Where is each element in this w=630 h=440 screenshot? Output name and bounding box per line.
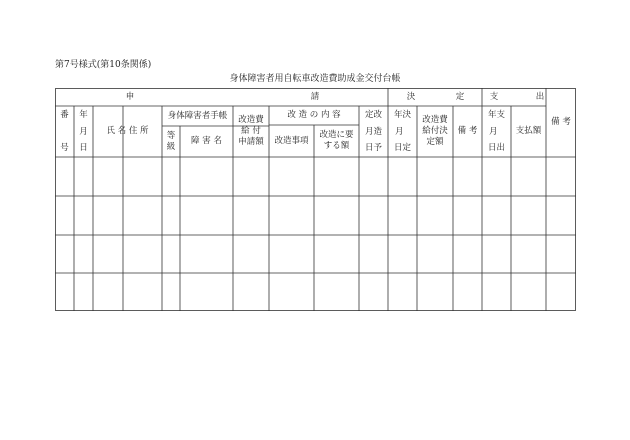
header-grade-line-2: 級 <box>166 141 176 152</box>
form-number: 第7号様式(第10条関係) <box>55 60 152 70</box>
table-cell <box>233 273 269 311</box>
table-cell <box>314 157 359 196</box>
header-disability-handbook: 身体障害者手帳 <box>167 110 228 121</box>
table-cell <box>359 157 388 196</box>
group-payment-right: 出 <box>535 91 545 102</box>
header-modification-amount <box>314 125 359 157</box>
header-decision-amount <box>417 106 453 157</box>
table-cell <box>233 235 269 273</box>
header-completion-date-line-2: 月造 <box>364 126 382 137</box>
table-cell <box>359 196 388 235</box>
table-cell <box>269 157 314 196</box>
table-cell <box>417 273 453 311</box>
header-decision-amount-line-2: 給付決 <box>422 126 448 136</box>
table-cell <box>233 196 269 235</box>
header-subsidy-request <box>233 106 269 157</box>
header-number-top: 番 <box>60 109 69 120</box>
table-cell <box>546 235 576 273</box>
table-cell <box>314 273 359 311</box>
table-cell <box>162 235 180 273</box>
table-cell <box>417 196 453 235</box>
table-cell <box>546 157 576 196</box>
header-disability-name: 障 害 名 <box>191 136 222 146</box>
header-decision-amount-line-1: 改造費 <box>422 115 448 125</box>
table-cell <box>123 273 162 311</box>
header-modification-contents: 改 造 の 内 容 <box>287 110 341 120</box>
table-cell <box>269 196 314 235</box>
header-date-year: 年 <box>79 109 88 120</box>
table-cell <box>511 273 546 311</box>
table-cell <box>74 235 93 273</box>
group-decision-left: 決 <box>406 91 416 102</box>
group-payment-left: 支 <box>489 91 499 102</box>
header-decision-date-line-2: 月 <box>395 126 404 137</box>
table-cell <box>269 235 314 273</box>
table-cell <box>162 273 180 311</box>
header-modification-amount-line-2: する額 <box>323 141 350 151</box>
group-decision-right: 定 <box>455 91 465 102</box>
table-cell <box>162 157 180 196</box>
table-cell <box>269 273 314 311</box>
table-cell <box>482 235 511 273</box>
header-subsidy-request-line-3: 申請額 <box>238 137 264 147</box>
header-completion-date-line-1: 定改 <box>364 109 382 120</box>
header-payment-date-line-3: 日出 <box>487 142 505 153</box>
table-cell <box>180 235 233 273</box>
header-number-bottom: 号 <box>60 142 69 153</box>
table-cell <box>388 196 417 235</box>
header-payment-date-line-2: 月 <box>489 126 498 137</box>
table-cell <box>74 196 93 235</box>
table-cell <box>93 273 123 311</box>
header-decision-amount-line-3: 定額 <box>426 137 444 147</box>
table-cell <box>74 273 93 311</box>
header-grade-line-1: 等 <box>166 130 176 141</box>
header-payment-date-line-1: 年支 <box>487 109 505 120</box>
header-decision-remarks: 備 考 <box>457 126 478 136</box>
table-cell <box>180 196 233 235</box>
table-cell <box>482 157 511 196</box>
table-cell <box>180 157 233 196</box>
table-cell <box>93 235 123 273</box>
table-cell <box>546 273 576 311</box>
table-cell <box>55 157 74 196</box>
header-remarks: 備 考 <box>551 117 571 127</box>
table-cell <box>55 196 74 235</box>
header-completion-date-line-3: 日予 <box>364 142 382 153</box>
table-cell <box>359 273 388 311</box>
table-cell <box>511 157 546 196</box>
table-cell <box>314 196 359 235</box>
header-subsidy-request-line-1: 改造費 <box>238 115 264 125</box>
table-cell <box>180 273 233 311</box>
group-application-right: 請 <box>310 91 320 102</box>
table-cell <box>55 235 74 273</box>
header-payment-amount: 支払額 <box>515 126 542 136</box>
header-decision-date-line-1: 年決 <box>393 109 411 120</box>
table-cell <box>453 235 482 273</box>
table-cell <box>388 273 417 311</box>
table-cell <box>359 235 388 273</box>
table-cell <box>123 157 162 196</box>
table-cell <box>546 196 576 235</box>
table-cell <box>55 273 74 311</box>
ledger-title: 身体障害者用自転車改造費助成金交付台帳 <box>229 74 401 84</box>
table-cell <box>482 273 511 311</box>
table-cell <box>388 157 417 196</box>
table-cell <box>123 235 162 273</box>
table-cell <box>453 273 482 311</box>
table-cell <box>123 196 162 235</box>
header-date-month: 月 <box>79 126 88 137</box>
subsidy-ledger-table <box>55 88 576 311</box>
table-cell <box>74 157 93 196</box>
header-name-address: 氏 名 住 所 <box>106 126 149 136</box>
table-cell <box>314 235 359 273</box>
table-cell <box>417 157 453 196</box>
group-application-left: 申 <box>125 91 135 102</box>
table-cell <box>162 196 180 235</box>
table-cell <box>511 196 546 235</box>
header-grade <box>162 126 180 157</box>
header-date-day: 日 <box>79 142 88 153</box>
table-cell <box>453 157 482 196</box>
table-cell <box>482 196 511 235</box>
table-cell <box>453 196 482 235</box>
table-cell <box>93 196 123 235</box>
table-cell <box>388 235 417 273</box>
table-cell <box>233 157 269 196</box>
header-modification-amount-line-1: 改造に要 <box>319 130 354 140</box>
table-cell <box>511 235 546 273</box>
header-subsidy-request-line-2: 給 付 <box>241 126 261 136</box>
table-cell <box>417 235 453 273</box>
table-cell <box>93 157 123 196</box>
header-decision-date-line-3: 日定 <box>393 142 411 153</box>
header-modification-item: 改造事項 <box>274 135 309 146</box>
